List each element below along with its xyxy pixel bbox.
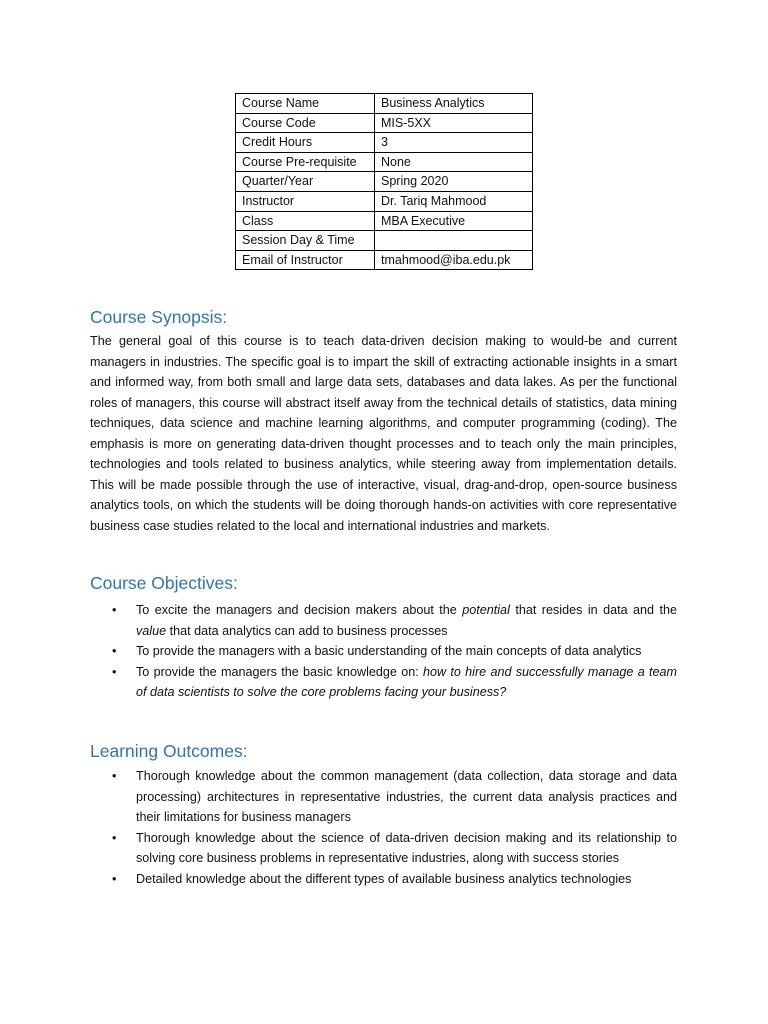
prerequisite-value: None	[375, 152, 533, 172]
list-item	[90, 828, 677, 869]
objective-text	[136, 603, 677, 638]
table-row	[236, 250, 533, 270]
objective-text-part: To excite the managers and decision makers about the	[136, 603, 463, 617]
list-item	[90, 641, 677, 662]
course-info-table	[235, 93, 533, 270]
instructor-value: Dr. Tariq Mahmood	[375, 191, 533, 211]
objective-text	[136, 665, 677, 700]
objectives-heading: Course Objectives:	[90, 573, 238, 593]
list-item	[90, 766, 677, 828]
table-row	[236, 231, 533, 251]
table-row	[236, 94, 533, 114]
prerequisite-label: Course Pre-requisite	[236, 152, 375, 172]
course-code-label: Course Code	[236, 113, 375, 133]
synopsis-heading: Course Synopsis:	[90, 307, 228, 327]
quarter-year-value: Spring 2020	[375, 172, 533, 192]
bullet-icon: •	[112, 769, 117, 783]
objective-text-part: To provide the managers the basic knowledge on:	[136, 664, 423, 679]
course-objectives-section	[90, 572, 677, 703]
email-label: Email of Instructor	[236, 250, 375, 270]
objective-text-part: that resides in data and the	[509, 603, 677, 617]
instructor-label: Instructor	[236, 191, 375, 211]
class-value: MBA Executive	[375, 211, 533, 231]
session-value	[375, 231, 533, 251]
table-row	[236, 191, 533, 211]
list-item	[90, 662, 677, 703]
learning-outcomes-section	[90, 740, 677, 889]
session-label: Session Day & Time	[236, 231, 375, 251]
course-name-value: Business Analytics	[375, 94, 533, 114]
table-row	[236, 133, 533, 153]
credit-hours-value: 3	[375, 133, 533, 153]
bullet-icon: •	[112, 603, 117, 617]
objective-emphasis: how to hire and successfully manage a team of data scientists to solve the core problems facing your business?	[136, 664, 677, 699]
list-item	[90, 869, 677, 890]
bullet-icon: •	[112, 830, 117, 845]
bullet-icon: •	[112, 664, 117, 679]
course-synopsis-section	[90, 306, 677, 536]
table-row	[236, 172, 533, 192]
objective-emphasis: potential	[462, 603, 510, 617]
quarter-year-label: Quarter/Year	[236, 172, 375, 192]
course-code-value: MIS-5XX	[375, 113, 533, 133]
table-row	[236, 113, 533, 133]
bullet-icon: •	[112, 644, 117, 658]
objective-text: To provide the managers with a basic understanding of the main concepts of data analytics	[136, 644, 642, 658]
outcome-text: Detailed knowledge about the different types of available business analytics technologies	[136, 871, 632, 886]
outcomes-list	[90, 766, 677, 889]
table-row	[236, 152, 533, 172]
list-item	[90, 600, 677, 641]
objective-emphasis: value	[136, 623, 167, 638]
credit-hours-label: Credit Hours	[236, 133, 375, 153]
outcome-text: Thorough knowledge about the common management (data collection, data storage and data processing) architectures in representative industries, the current data analysis practices and their limitations for business managers	[136, 769, 677, 824]
objectives-list	[90, 600, 677, 703]
outcomes-heading: Learning Outcomes:	[90, 741, 248, 761]
email-value: tmahmood@iba.edu.pk	[375, 250, 533, 270]
course-name-label: Course Name	[236, 94, 375, 114]
bullet-icon: •	[112, 871, 117, 886]
class-label: Class	[236, 211, 375, 231]
table-row	[236, 211, 533, 231]
synopsis-text: The general goal of this course is to teach data-driven decision making to would-be and current managers in industries. The specific goal is to impart the skill of extracting actionable insights in a smart and informed way, from both small and large data sets, databases and data lakes. As per the functional roles of managers, this course will abstract itself away from the technical details of statistics, data mining techniques, data science and machine learning algorithms, and computer programming (coding). The emphasis is more on generating data-driven thought processes and to teach only the main principles, technologies and tools related to business analytics, while steering away from implementation details. This will be made possible through the use of interactive, visual, drag-and-drop, open-source business analytics tools, on which the students will be doing thorough hands-on activities with core representative business case studies related to the local and international industries and markets.	[90, 334, 677, 533]
objective-text-part: that data analytics can add to business processes	[166, 623, 448, 638]
outcome-text: Thorough knowledge about the science of data-driven decision making and its relationship to solving core business problems in representative industries, along with success stories	[136, 830, 677, 865]
